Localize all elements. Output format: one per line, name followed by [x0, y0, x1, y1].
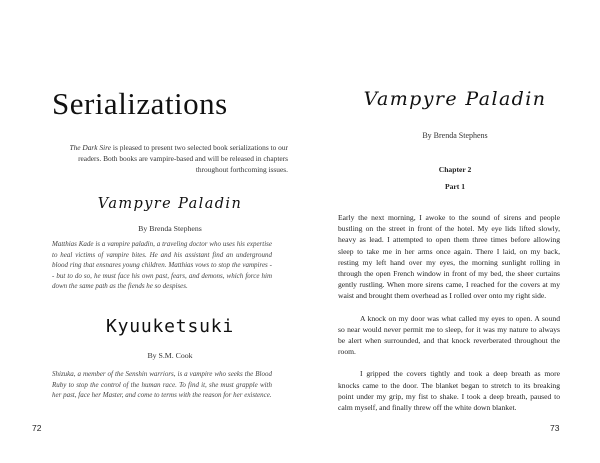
right-page: [300, 0, 600, 463]
chapter-heading: Chapter 2: [438, 165, 472, 174]
page-number-left: 72: [32, 423, 42, 433]
book2-synopsis: Shizuka, a member of the Senshin warriors, is a vampire who seeks the Blood Ruby to stop the control of the human race. To find it, she must grapple with her past, face her Master, and come to terms with the reason for her existence.: [52, 370, 272, 400]
book2-author: By S.M. Cook: [147, 351, 193, 360]
book1-synopsis: Matthias Kade is a vampire paladin, a traveling doctor who uses his expertise to heal victims of vampire bites. He and his assistant find an underground blood ring that ensnares young children. Matthias vows to stop the vampires -- but to do so, he must face his own past, fears, and demons, which force him down the same path as the fiends he so despises.: [52, 240, 272, 291]
part-heading: Part 1: [444, 182, 466, 191]
paragraph-3: I gripped the covers tightly and took a deep breath as more knocks came to the door. The blanket began to stretch to its breaking point under my grip, my fist to shake. I took a deep breath, paused to calm myself, and finally threw off the white down blanket.: [338, 369, 560, 413]
book1-title: Vampyre Paladin: [97, 196, 243, 212]
chapter-body: [338, 212, 560, 424]
book2-title: Kyuuketsuki: [105, 316, 234, 337]
paragraph-2: A knock on my door was what called my eyes to open. A sound so near would never permit me to sleep, for it was my nature to always be alert when surrounded, and that knock reverberated throughout the room.: [338, 313, 560, 357]
intro-text: is pleased to present two selected book serializations to our readers. Both books are vampire-based and will be released in chapters throughout forthcoming issues.: [78, 143, 288, 174]
chapter-book-title: Vampyre Paladin: [363, 88, 547, 110]
chapter-author: By Brenda Stephens: [422, 131, 488, 140]
book1-author: By Brenda Stephens: [138, 224, 202, 233]
page-number-right: 73: [550, 423, 560, 433]
intro-paragraph: [60, 142, 288, 175]
section-title: Serializations: [52, 86, 228, 121]
paragraph-1: Early the next morning, I awoke to the sound of sirens and people bustling on the street in front of the hotel. My eye lids lifted slowly, heavy as lead. I attempted to open them three times before allowing sleep to take me in her arms once again. There I laid, on my back, resting my left hand over my eyes, the morning sunlight rolling in through the open French window in front of my bed, the sheer curtains gently rustling. When more sirens came, I reached for the covers at my waist and brought them overhead as I rolled over onto my right side.: [338, 213, 560, 301]
magazine-name: The Dark Sire: [69, 143, 112, 152]
